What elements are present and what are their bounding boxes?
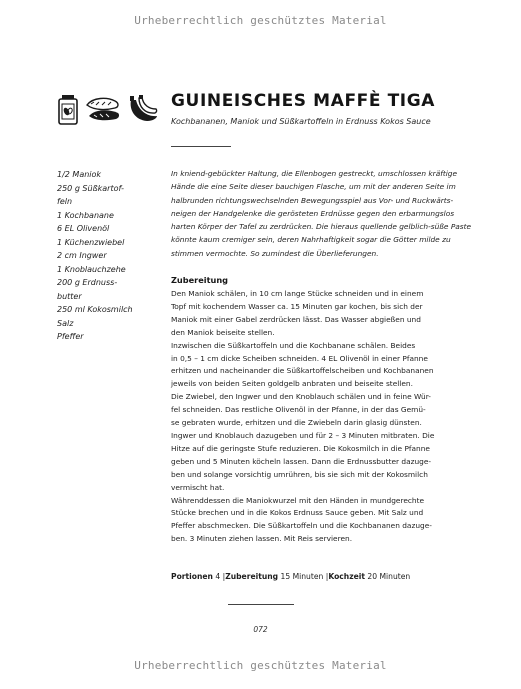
plantain-icon	[127, 94, 159, 124]
ingredient-item: 250 ml Kokosmilch	[57, 305, 133, 314]
preparation-line: Maniok mit einer Gabel zerdrücken lässt. Das Wasser abgießen und	[171, 314, 421, 324]
ingredient-item: 250 g Süßkartof-	[57, 183, 125, 193]
preparation-line: Inzwischen die Süßkartoffeln und die Kochbanane schälen. Beides	[171, 340, 416, 350]
recipe-subtitle: Kochbananen, Maniok und Süßkartoffeln in Erdnuss Kokos Sauce	[171, 117, 431, 126]
ingredient-item: butter	[57, 291, 82, 301]
preparation-heading: Zubereitung	[171, 275, 229, 285]
ingredient-item: 200 g Erdnuss-	[57, 278, 118, 287]
prep-time-label: Zubereitung	[225, 572, 279, 581]
recipe-title: GUINEISCHES MAFFÈ TIGA	[171, 91, 436, 111]
preparation-line: erhitzen und nacheinander die Süßkartoffelscheiben und Kochbananen	[171, 366, 434, 376]
preparation-line: fel schneiden. Das restliche Olivenöl in der Pfanne, in der das Gemü-	[171, 405, 426, 415]
ingredient-item: Salz	[57, 318, 74, 328]
ingredient-item: feln	[57, 197, 73, 206]
cassava-icon	[85, 95, 121, 123]
preparation-line: ben. 3 Minuten ziehen lassen. Mit Reis servieren.	[171, 534, 353, 544]
ingredient-item: Pfeffer	[57, 332, 84, 341]
preparation-line: ben und solange vorsichtig umrühren, bis sie sich mit der Kokosmilch	[171, 469, 428, 479]
preparation-line: Topf mit kochendem Wasser ca. 15 Minuten gar kochen, bis sich der	[171, 301, 423, 311]
recipe-icons	[57, 92, 159, 126]
preparation-line: vermischt hat.	[171, 482, 225, 492]
preparation-line: geben und 5 Minuten köcheln lassen. Dann die Erdnussbutter dazuge-	[171, 456, 432, 466]
meta-separator: |	[222, 572, 226, 581]
divider	[171, 146, 231, 147]
meta-separator: |	[325, 572, 329, 581]
copyright-watermark-bottom: Urheberrechtlich geschütztes Material	[134, 659, 387, 672]
ingredient-item: 1 Kochbanane	[57, 210, 114, 220]
cook-time-label: Kochzeit	[328, 572, 365, 581]
preparation-line: Ingwer und Knoblauch dazugeben und für 2 – 3 Minuten mitbraten. Die	[171, 430, 435, 440]
portions-label: Portionen	[171, 572, 213, 581]
ingredient-item: 1 Knoblauchzehe	[57, 264, 126, 274]
ingredient-item: 2 cm Ingwer	[57, 251, 107, 260]
preparation-line: se gebraten wurde, erhitzen und die Zwiebeln darin glasig dünsten.	[171, 418, 422, 428]
preparation-line: Stücke brechen und in die Kokos Erdnuss Sauce geben. Mit Salz und	[171, 508, 424, 518]
preparation-line: jeweils von beiden Seiten goldgelb anbraten und beiseite stellen.	[171, 379, 413, 389]
prep-time-value: 15 Minuten	[280, 572, 324, 581]
preparation-line: Die Zwiebel, den Ingwer und den Knoblauch schälen und in feine Wür-	[171, 392, 431, 402]
ingredient-item: 6 EL Olivenöl	[57, 224, 110, 233]
preparation-text	[171, 288, 476, 546]
cook-time-value: 20 Minuten	[367, 572, 411, 581]
preparation-line: Hitze auf die geringste Stufe reduzieren. Die Kokosmilch in die Pfanne	[171, 443, 430, 453]
preparation-line: Den Maniok schälen, in 10 cm lange Stücke schneiden und in einem	[171, 289, 424, 298]
recipe-meta	[171, 572, 410, 581]
preparation-line: den Maniok beiseite stellen.	[171, 327, 275, 337]
copyright-watermark-top: Urheberrechtlich geschütztes Material	[134, 14, 387, 27]
ingredient-list	[57, 168, 157, 344]
preparation-line: Pfeffer abschmecken. Die Süßkartoffeln und die Kochbananen dazuge-	[171, 521, 432, 531]
page-number: 072	[253, 625, 268, 634]
intro-paragraph: In kniend-gebückter Haltung, die Ellenbogen gestreckt, umschlossen kräftige Hände die eine Seite dieser bauchigen Flasche, um mit der anderen Seite im halbrunden richtungswechselnden Bewegungsspiel aus Vor- und Ruckwärts-neigen der Handgelenke die gerösteten Erdnüsse gegen den erbarmungslos harten Körper der Tafel zu zerdrücken. Die hieraus quellende gelblich-süße Paste könnte kaum cremiger sein, deren Nahrhaftigkeit sogar die Götter milde zu stimmen vermochte. So zumindest die Überlieferungen.	[171, 169, 472, 258]
portions-value: 4	[215, 572, 221, 581]
ingredient-item: 1 Küchenzwiebel	[57, 237, 125, 247]
ingredient-item: 1/2 Maniok	[57, 170, 102, 179]
preparation-line: Währenddessen die Maniokwurzel mit den Händen in mundgerechte	[171, 495, 425, 505]
divider	[228, 604, 294, 605]
preparation-line: in 0,5 – 1 cm dicke Scheiben schneiden. 4 EL Olivenöl in einer Pfanne	[171, 353, 428, 363]
jar-icon	[57, 94, 79, 125]
